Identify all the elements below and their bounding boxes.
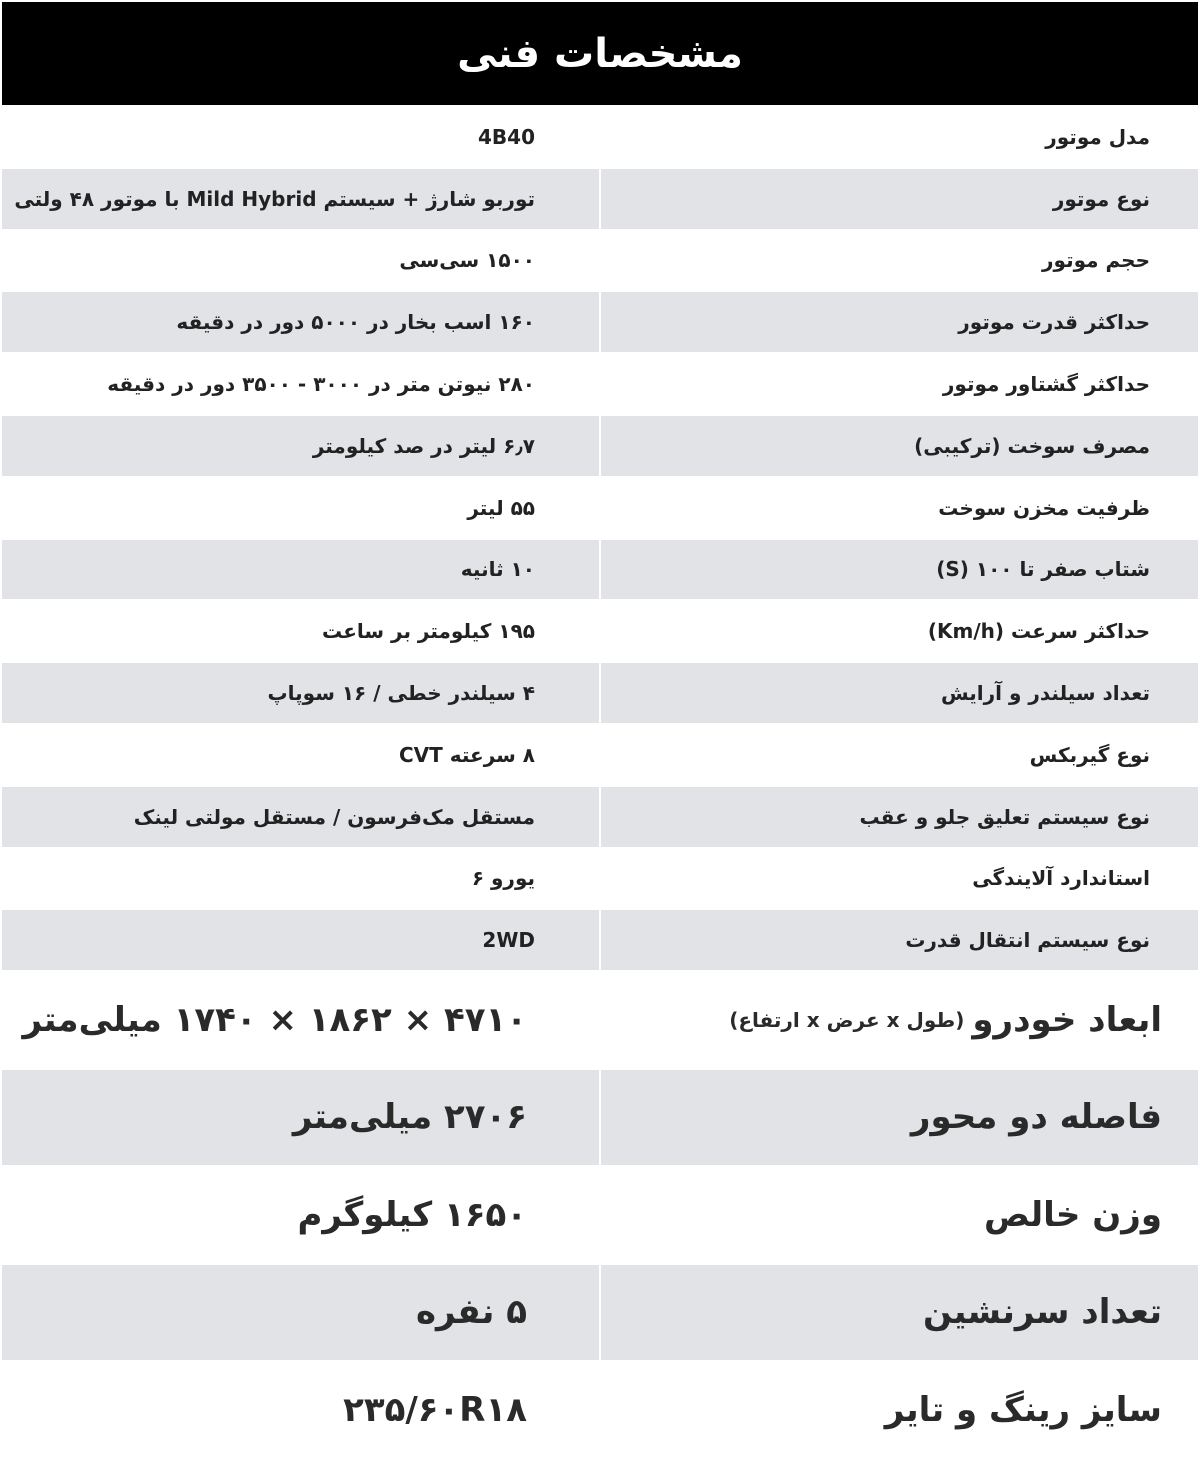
- spec-label: حداکثر گشتاور موتور: [942, 372, 1150, 397]
- spec-label: حداکثر سرعت (Km/h): [927, 619, 1150, 644]
- table-row: [2, 416, 1198, 476]
- spec-sublabel: (طول x عرض x ارتفاع): [729, 1007, 965, 1032]
- spec-value: ۱۰ ثانیه: [2, 540, 599, 600]
- table-row: [2, 1070, 1198, 1165]
- page-title: مشخصات فنی: [2, 2, 1198, 105]
- spec-label: تعداد سیلندر و آرایش: [601, 663, 1198, 723]
- table-row: [2, 787, 1198, 847]
- spec-value: ۲۷۰۶ میلی‌متر: [2, 1070, 599, 1165]
- table-row: [2, 972, 1198, 1067]
- spec-value: توربو شارژ + سیستم Mild Hybrid با موتور ۴۸ ولتی: [2, 169, 599, 229]
- spec-table: [2, 107, 1198, 1460]
- spec-value: ۱۶۰ اسب بخار در ۵۰۰۰ دور در دقیقه: [2, 292, 599, 352]
- spec-label-text: ابعاد خودرو: [972, 999, 1162, 1040]
- spec-value: ۶٫۷ لیتر در صد کیلومتر: [2, 416, 599, 476]
- spec-value: ۲۸۰ نیوتن متر در ۳۰۰۰ - ۳۵۰۰ دور در دقیقه: [107, 372, 535, 397]
- spec-label: مدل موتور: [1045, 124, 1150, 149]
- spec-label: حجم موتور: [1042, 248, 1150, 273]
- spec-value: ۸ سرعته CVT: [398, 742, 535, 767]
- table-row: [2, 1167, 1198, 1262]
- spec-label: استاندارد آلایندگی: [972, 866, 1150, 891]
- table-row: [2, 107, 1198, 167]
- spec-label: نوع سیستم انتقال قدرت: [601, 910, 1198, 970]
- table-row: [2, 354, 1198, 414]
- spec-value: ۱۶۵۰ کیلوگرم: [297, 1194, 527, 1235]
- table-row: [2, 849, 1198, 909]
- table-row: [2, 1265, 1198, 1360]
- spec-value: ۱۹۵ کیلومتر بر ساعت: [322, 619, 535, 644]
- table-row: [2, 540, 1198, 600]
- spec-label: [601, 972, 1198, 1067]
- spec-value: مستقل مک‌فرسون / مستقل مولتی لینک: [2, 787, 599, 847]
- table-row: [2, 725, 1198, 785]
- spec-label: نوع موتور: [601, 169, 1198, 229]
- spec-value: ۵۵ لیتر: [467, 495, 535, 520]
- table-row: [2, 292, 1198, 352]
- spec-label: سایز رینگ و تایر: [884, 1389, 1162, 1430]
- spec-value: یورو ۶: [471, 866, 535, 891]
- spec-label: فاصله دو محور: [601, 1070, 1198, 1165]
- table-row: [2, 663, 1198, 723]
- spec-label: ظرفیت مخزن سوخت: [938, 495, 1150, 520]
- table-row: [2, 169, 1198, 229]
- table-row: [2, 231, 1198, 291]
- spec-label: مصرف سوخت (ترکیبی): [601, 416, 1198, 476]
- spec-label: نوع سیستم تعلیق جلو و عقب: [601, 787, 1198, 847]
- spec-value: 4B40: [478, 124, 535, 149]
- table-row: [2, 601, 1198, 661]
- table-row: [2, 478, 1198, 538]
- spec-value: ۴۷۱۰ × ۱۸۶۲ × ۱۷۴۰ میلی‌متر: [22, 999, 527, 1040]
- spec-value: ۱۵۰۰ سی‌سی: [399, 248, 535, 273]
- table-row: [2, 1362, 1198, 1457]
- spec-value: ۵ نفره: [2, 1265, 599, 1360]
- spec-label: شتاب صفر تا ۱۰۰ (S): [601, 540, 1198, 600]
- spec-value: ۴ سیلندر خطی / ۱۶ سوپاپ: [2, 663, 599, 723]
- spec-label: وزن خالص: [984, 1194, 1162, 1235]
- spec-label: نوع گیربکس: [1029, 742, 1150, 767]
- table-row: [2, 910, 1198, 970]
- spec-value: ۲۳۵/۶۰R۱۸: [343, 1389, 527, 1430]
- spec-value: 2WD: [2, 910, 599, 970]
- spec-label: حداکثر قدرت موتور: [601, 292, 1198, 352]
- spec-label: تعداد سرنشین: [601, 1265, 1198, 1360]
